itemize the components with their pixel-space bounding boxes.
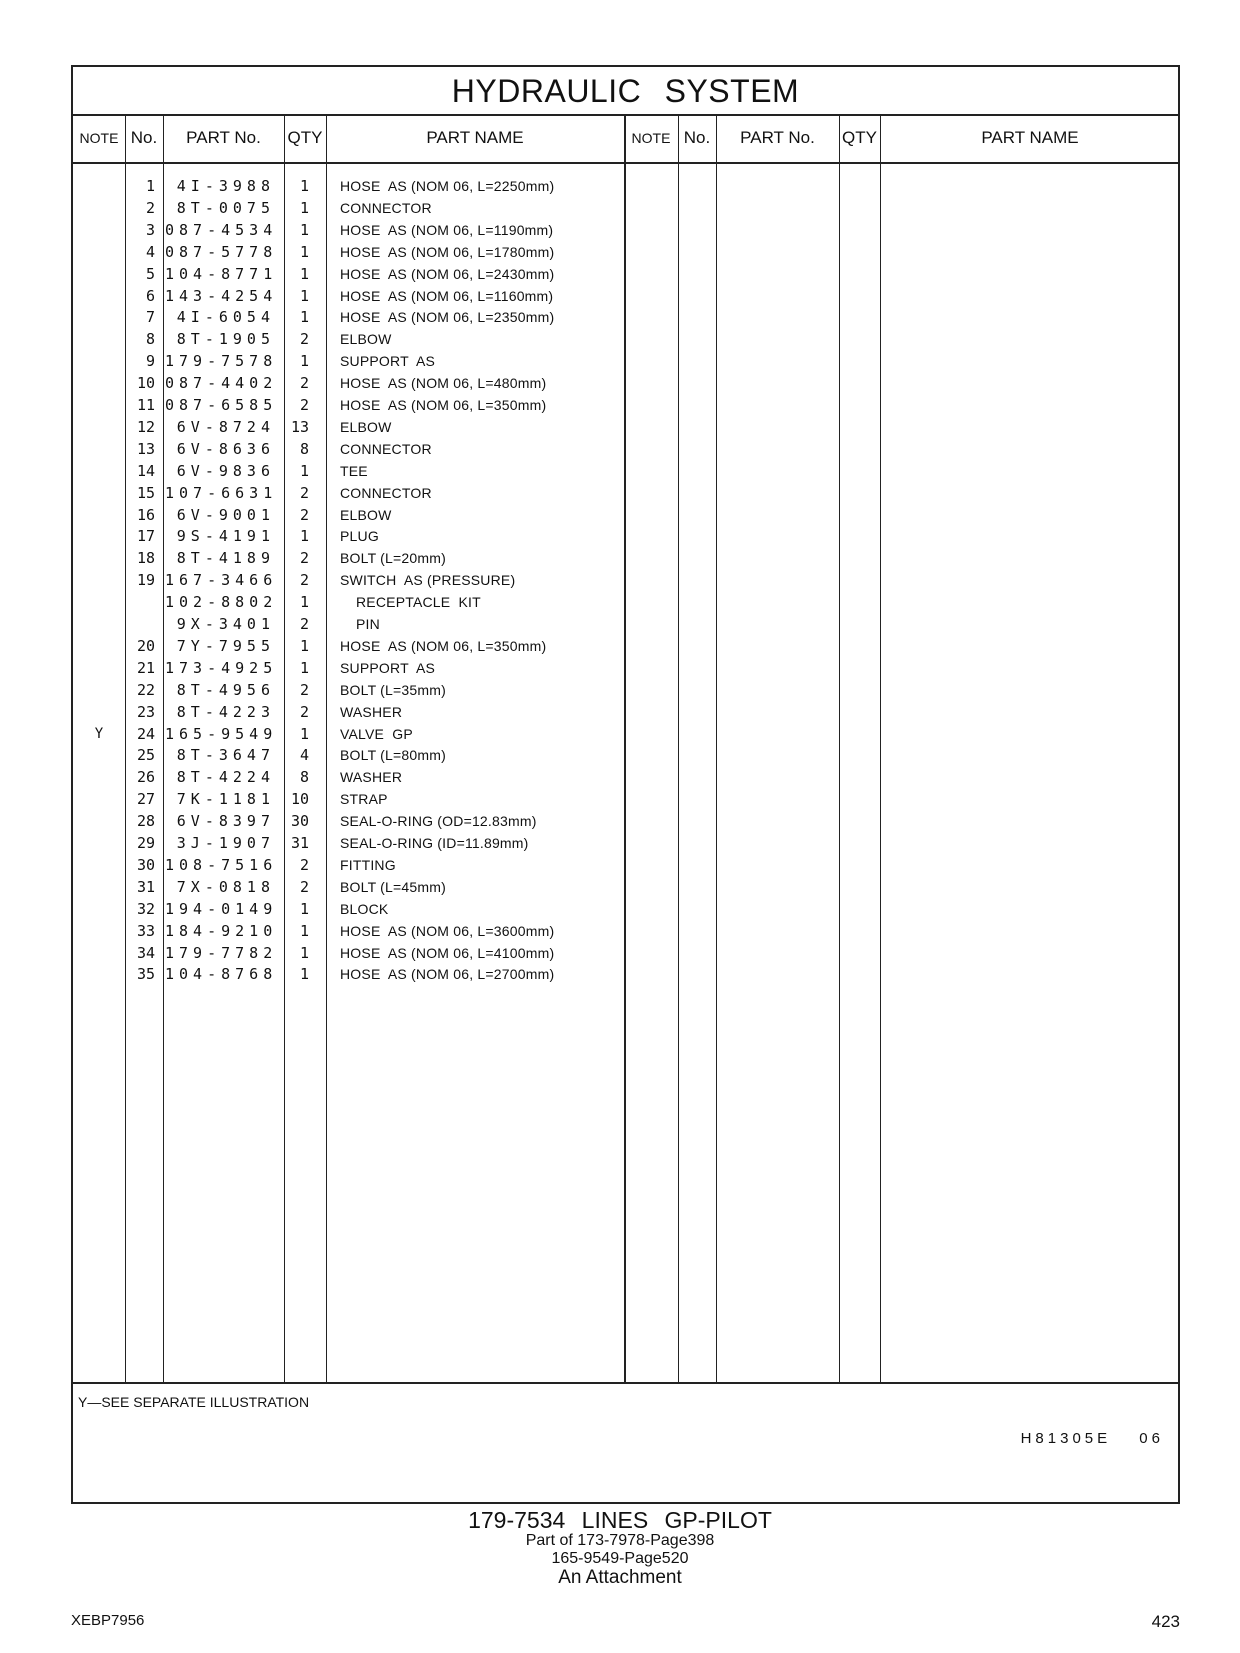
table-row — [73, 898, 633, 921]
row-part-name: STRAP — [340, 791, 388, 808]
document-code: H81305E 06 — [1020, 1430, 1164, 1447]
row-quantity: 10 — [290, 790, 309, 809]
row-number: 26 — [136, 768, 155, 787]
row-quantity: 31 — [290, 834, 309, 852]
row-part-name: HOSE AS (NOM 06, L=350mm) — [340, 637, 547, 654]
row-part-number: 6V-8636 — [176, 439, 275, 458]
row-part-name: SEAL-O-RING (OD=12.83mm) — [340, 813, 537, 830]
row-quantity: 1 — [299, 943, 309, 962]
table-row — [73, 416, 633, 439]
row-number: 20 — [136, 636, 155, 655]
row-number: 30 — [136, 855, 155, 874]
row-number: 33 — [136, 921, 155, 940]
row-quantity: 2 — [299, 396, 309, 414]
table-row — [73, 263, 633, 286]
table-row — [73, 766, 633, 789]
table-row — [73, 920, 633, 943]
section-title: HYDRAULIC SYSTEM — [73, 67, 1178, 116]
row-number: 18 — [136, 549, 155, 568]
caption-line-2: 165-9549-Page520 — [551, 1550, 689, 1567]
row-quantity: 2 — [299, 702, 309, 721]
row-part-number: 167-3466 — [165, 571, 278, 590]
row-quantity: 1 — [299, 308, 309, 327]
row-number: 11 — [136, 396, 155, 414]
row-part-name: SUPPORT AS — [340, 659, 436, 676]
table-row — [73, 306, 633, 329]
row-quantity: 1 — [299, 527, 309, 546]
table-row — [73, 285, 633, 308]
table-row — [73, 197, 633, 220]
table-row — [73, 832, 633, 855]
table-row — [73, 635, 633, 658]
row-part-name: BOLT (L=80mm) — [340, 747, 446, 764]
header-note-left: NOTE — [79, 130, 119, 146]
row-part-number: 6V-8397 — [176, 812, 275, 831]
row-quantity: 13 — [290, 417, 309, 436]
row-part-number: 104-8771 — [165, 264, 278, 283]
row-part-number: 8T-4223 — [176, 702, 275, 721]
row-number: 7 — [145, 308, 155, 327]
row-part-name: HOSE AS (NOM 06, L=1160mm) — [340, 287, 554, 304]
header-note-right: NOTE — [631, 130, 671, 146]
table-row — [73, 504, 633, 527]
row-part-number: 8T-1905 — [176, 330, 275, 349]
row-number: 28 — [136, 812, 155, 831]
row-number: 6 — [145, 286, 155, 305]
row-quantity: 1 — [299, 965, 309, 984]
row-number: 9 — [145, 352, 155, 371]
row-part-name: ELBOW — [340, 418, 392, 435]
row-quantity: 2 — [299, 483, 309, 502]
row-part-name: PIN — [356, 616, 380, 632]
row-quantity: 2 — [299, 615, 309, 633]
row-part-number: 3J-1907 — [176, 834, 275, 852]
row-part-number: 7K-1181 — [176, 790, 275, 809]
row-part-name: CONNECTOR — [340, 199, 432, 216]
row-part-name: HOSE AS (NOM 06, L=2250mm) — [340, 178, 555, 194]
row-number: 19 — [136, 571, 155, 590]
row-part-number: 8T-4956 — [176, 680, 275, 699]
row-part-name: HOSE AS (NOM 06, L=4100mm) — [340, 944, 555, 961]
row-number: 21 — [136, 658, 155, 677]
parts-table-frame — [71, 65, 1180, 1504]
row-part-number: 143-4254 — [165, 286, 278, 305]
caption-line-3: An Attachment — [558, 1567, 682, 1588]
table-row — [73, 591, 633, 614]
table-row — [73, 525, 633, 548]
header-qty-left: QTY — [287, 128, 323, 147]
column-divider — [678, 114, 679, 1382]
row-number: 8 — [145, 330, 155, 349]
row-quantity: 2 — [299, 855, 309, 874]
row-number: 15 — [136, 483, 155, 502]
row-number: 24 — [136, 724, 155, 743]
row-number: 27 — [136, 790, 155, 809]
row-part-number: 194-0149 — [165, 899, 278, 918]
row-part-name: HOSE AS (NOM 06, L=350mm) — [340, 397, 547, 413]
header-part-name-left: PART NAME — [426, 128, 524, 147]
row-part-name: HOSE AS (NOM 06, L=480mm) — [340, 375, 547, 392]
table-row — [73, 679, 633, 702]
row-part-name: HOSE AS (NOM 06, L=2350mm) — [340, 309, 555, 326]
row-part-number: 087-6585 — [165, 396, 278, 414]
row-number: 13 — [136, 439, 155, 458]
row-part-name: WASHER — [340, 703, 403, 720]
table-row — [73, 219, 633, 242]
row-part-number: 9X-3401 — [176, 615, 275, 633]
table-row — [73, 723, 633, 746]
figure-caption — [0, 1508, 1240, 1588]
row-part-number: 6V-9001 — [176, 505, 275, 524]
row-part-name: SEAL-O-RING (ID=11.89mm) — [340, 835, 529, 851]
table-row — [73, 701, 633, 724]
row-part-number: 104-8768 — [165, 965, 278, 984]
column-divider — [880, 114, 881, 1382]
row-quantity: 1 — [299, 220, 309, 239]
table-row — [73, 744, 633, 767]
row-quantity: 1 — [299, 899, 309, 918]
row-part-number: 165-9549 — [165, 724, 278, 743]
row-part-name: HOSE AS (NOM 06, L=3600mm) — [340, 922, 555, 939]
row-number: 25 — [136, 746, 155, 765]
row-number: 23 — [136, 702, 155, 721]
table-row — [73, 482, 633, 505]
header-part-no-right: PART No. — [740, 128, 815, 147]
row-quantity: 1 — [299, 593, 309, 612]
footer-note: Y—SEE SEPARATE ILLUSTRATION — [78, 1394, 310, 1410]
caption-line-1: Part of 173-7978-Page398 — [525, 1532, 715, 1549]
row-quantity: 1 — [299, 921, 309, 940]
row-part-number: 087-4402 — [165, 374, 278, 393]
row-part-name: CONNECTOR — [340, 484, 432, 501]
row-note: Y — [94, 725, 104, 742]
row-quantity: 2 — [299, 374, 309, 393]
row-part-name: BOLT (L=45mm) — [340, 878, 446, 895]
header-no-left: No. — [130, 128, 158, 147]
row-part-name: VALVE GP — [340, 725, 413, 742]
row-part-number: 173-4925 — [165, 658, 278, 677]
table-row — [73, 963, 633, 986]
table-row — [73, 810, 633, 833]
row-number: 16 — [136, 505, 155, 524]
row-quantity: 1 — [299, 242, 309, 261]
column-divider — [716, 114, 717, 1382]
row-quantity: 1 — [299, 461, 309, 480]
row-part-name: RECEPTACLE KIT — [356, 594, 481, 611]
column-divider — [839, 114, 840, 1382]
row-part-number: 179-7782 — [165, 943, 278, 962]
table-row — [73, 942, 633, 965]
row-quantity: 1 — [299, 286, 309, 305]
row-number: 22 — [136, 680, 155, 699]
row-quantity: 1 — [299, 198, 309, 217]
table-row — [73, 569, 633, 592]
table-row — [73, 547, 633, 570]
page-number: 423 — [1151, 1612, 1180, 1631]
document-id: XEBP7956 — [71, 1612, 145, 1629]
row-part-name: TEE — [340, 462, 368, 479]
row-quantity: 8 — [299, 768, 309, 787]
row-number: 32 — [136, 899, 155, 918]
row-part-number: 102-8802 — [165, 593, 278, 612]
row-part-name: BOLT (L=20mm) — [340, 550, 446, 567]
row-number: 12 — [136, 417, 155, 436]
row-part-name: SUPPORT AS — [340, 353, 436, 370]
row-part-name: HOSE AS (NOM 06, L=2700mm) — [340, 966, 555, 983]
row-quantity: 1 — [299, 724, 309, 743]
table-row — [73, 438, 633, 461]
row-part-number: 4I-6054 — [176, 308, 275, 327]
table-row — [73, 241, 633, 264]
row-quantity: 1 — [299, 636, 309, 655]
row-part-number: 179-7578 — [165, 352, 278, 371]
row-quantity: 2 — [299, 330, 309, 349]
row-quantity: 1 — [299, 658, 309, 677]
row-part-name: PLUG — [340, 528, 379, 545]
row-quantity: 2 — [299, 571, 309, 590]
row-quantity: 30 — [290, 812, 309, 831]
table-row — [73, 328, 633, 351]
row-number: 31 — [136, 877, 155, 896]
table-row — [73, 854, 633, 877]
row-number: 35 — [136, 965, 155, 984]
row-number: 3 — [145, 220, 155, 239]
table-row — [73, 788, 633, 811]
row-part-number: 6V-8724 — [176, 417, 275, 436]
row-part-number: 087-4534 — [165, 220, 278, 239]
table-row — [73, 372, 633, 395]
row-part-name: CONNECTOR — [340, 440, 432, 457]
table-row — [73, 350, 633, 373]
row-quantity: 2 — [299, 680, 309, 699]
header-no-right: No. — [683, 128, 711, 147]
row-part-number: 8T-3647 — [176, 746, 275, 765]
row-quantity: 1 — [299, 264, 309, 283]
row-part-name: WASHER — [340, 769, 403, 786]
row-part-name: BLOCK — [340, 900, 389, 917]
row-quantity: 2 — [299, 505, 309, 524]
row-number: 1 — [145, 177, 155, 195]
row-number: 5 — [145, 264, 155, 283]
row-part-name: ELBOW — [340, 331, 392, 348]
row-quantity: 2 — [299, 549, 309, 568]
row-quantity: 2 — [299, 877, 309, 896]
row-quantity: 8 — [299, 439, 309, 458]
row-part-number: 7X-0818 — [176, 877, 275, 896]
row-part-name: BOLT (L=35mm) — [340, 681, 446, 698]
header-part-no-left: PART No. — [186, 128, 261, 147]
row-number: 17 — [136, 527, 155, 546]
table-row — [73, 394, 633, 417]
row-part-number: 8T-4189 — [176, 549, 275, 568]
row-part-number: 4I-3988 — [176, 177, 275, 195]
header-part-name-right: PART NAME — [981, 128, 1079, 147]
row-part-number: 8T-4224 — [176, 768, 275, 787]
row-quantity: 1 — [299, 177, 309, 195]
row-part-number: 087-5778 — [165, 242, 278, 261]
row-number: 29 — [136, 834, 155, 852]
row-number: 2 — [145, 198, 155, 217]
row-quantity: 4 — [299, 746, 309, 765]
row-part-number: 7Y-7955 — [176, 636, 275, 655]
row-part-number: 107-6631 — [165, 483, 278, 502]
header-qty-right: QTY — [842, 128, 877, 147]
row-number: 34 — [136, 943, 155, 962]
table-row — [73, 657, 633, 680]
row-part-name: SWITCH AS (PRESSURE) — [340, 572, 516, 589]
row-number: 10 — [136, 374, 155, 393]
table-footer — [73, 1382, 1178, 1506]
row-part-name: HOSE AS (NOM 06, L=1780mm) — [340, 243, 555, 260]
table-row — [73, 613, 633, 636]
row-number: 14 — [136, 461, 155, 480]
caption-title: 179-7534 LINES GP-PILOT — [468, 1507, 772, 1533]
row-part-name: ELBOW — [340, 506, 392, 523]
row-part-name: HOSE AS (NOM 06, L=2430mm) — [340, 265, 555, 282]
row-part-name: FITTING — [340, 856, 396, 873]
table-row — [73, 460, 633, 483]
row-part-name: HOSE AS (NOM 06, L=1190mm) — [340, 221, 554, 238]
row-part-number: 184-9210 — [165, 921, 278, 940]
row-number: 4 — [145, 242, 155, 261]
row-part-number: 8T-0075 — [176, 198, 275, 217]
row-part-number: 9S-4191 — [176, 527, 275, 546]
row-quantity: 1 — [299, 352, 309, 371]
row-part-number: 6V-9836 — [176, 461, 275, 480]
row-part-number: 108-7516 — [165, 855, 278, 874]
table-row — [73, 876, 633, 899]
table-row — [73, 175, 633, 198]
